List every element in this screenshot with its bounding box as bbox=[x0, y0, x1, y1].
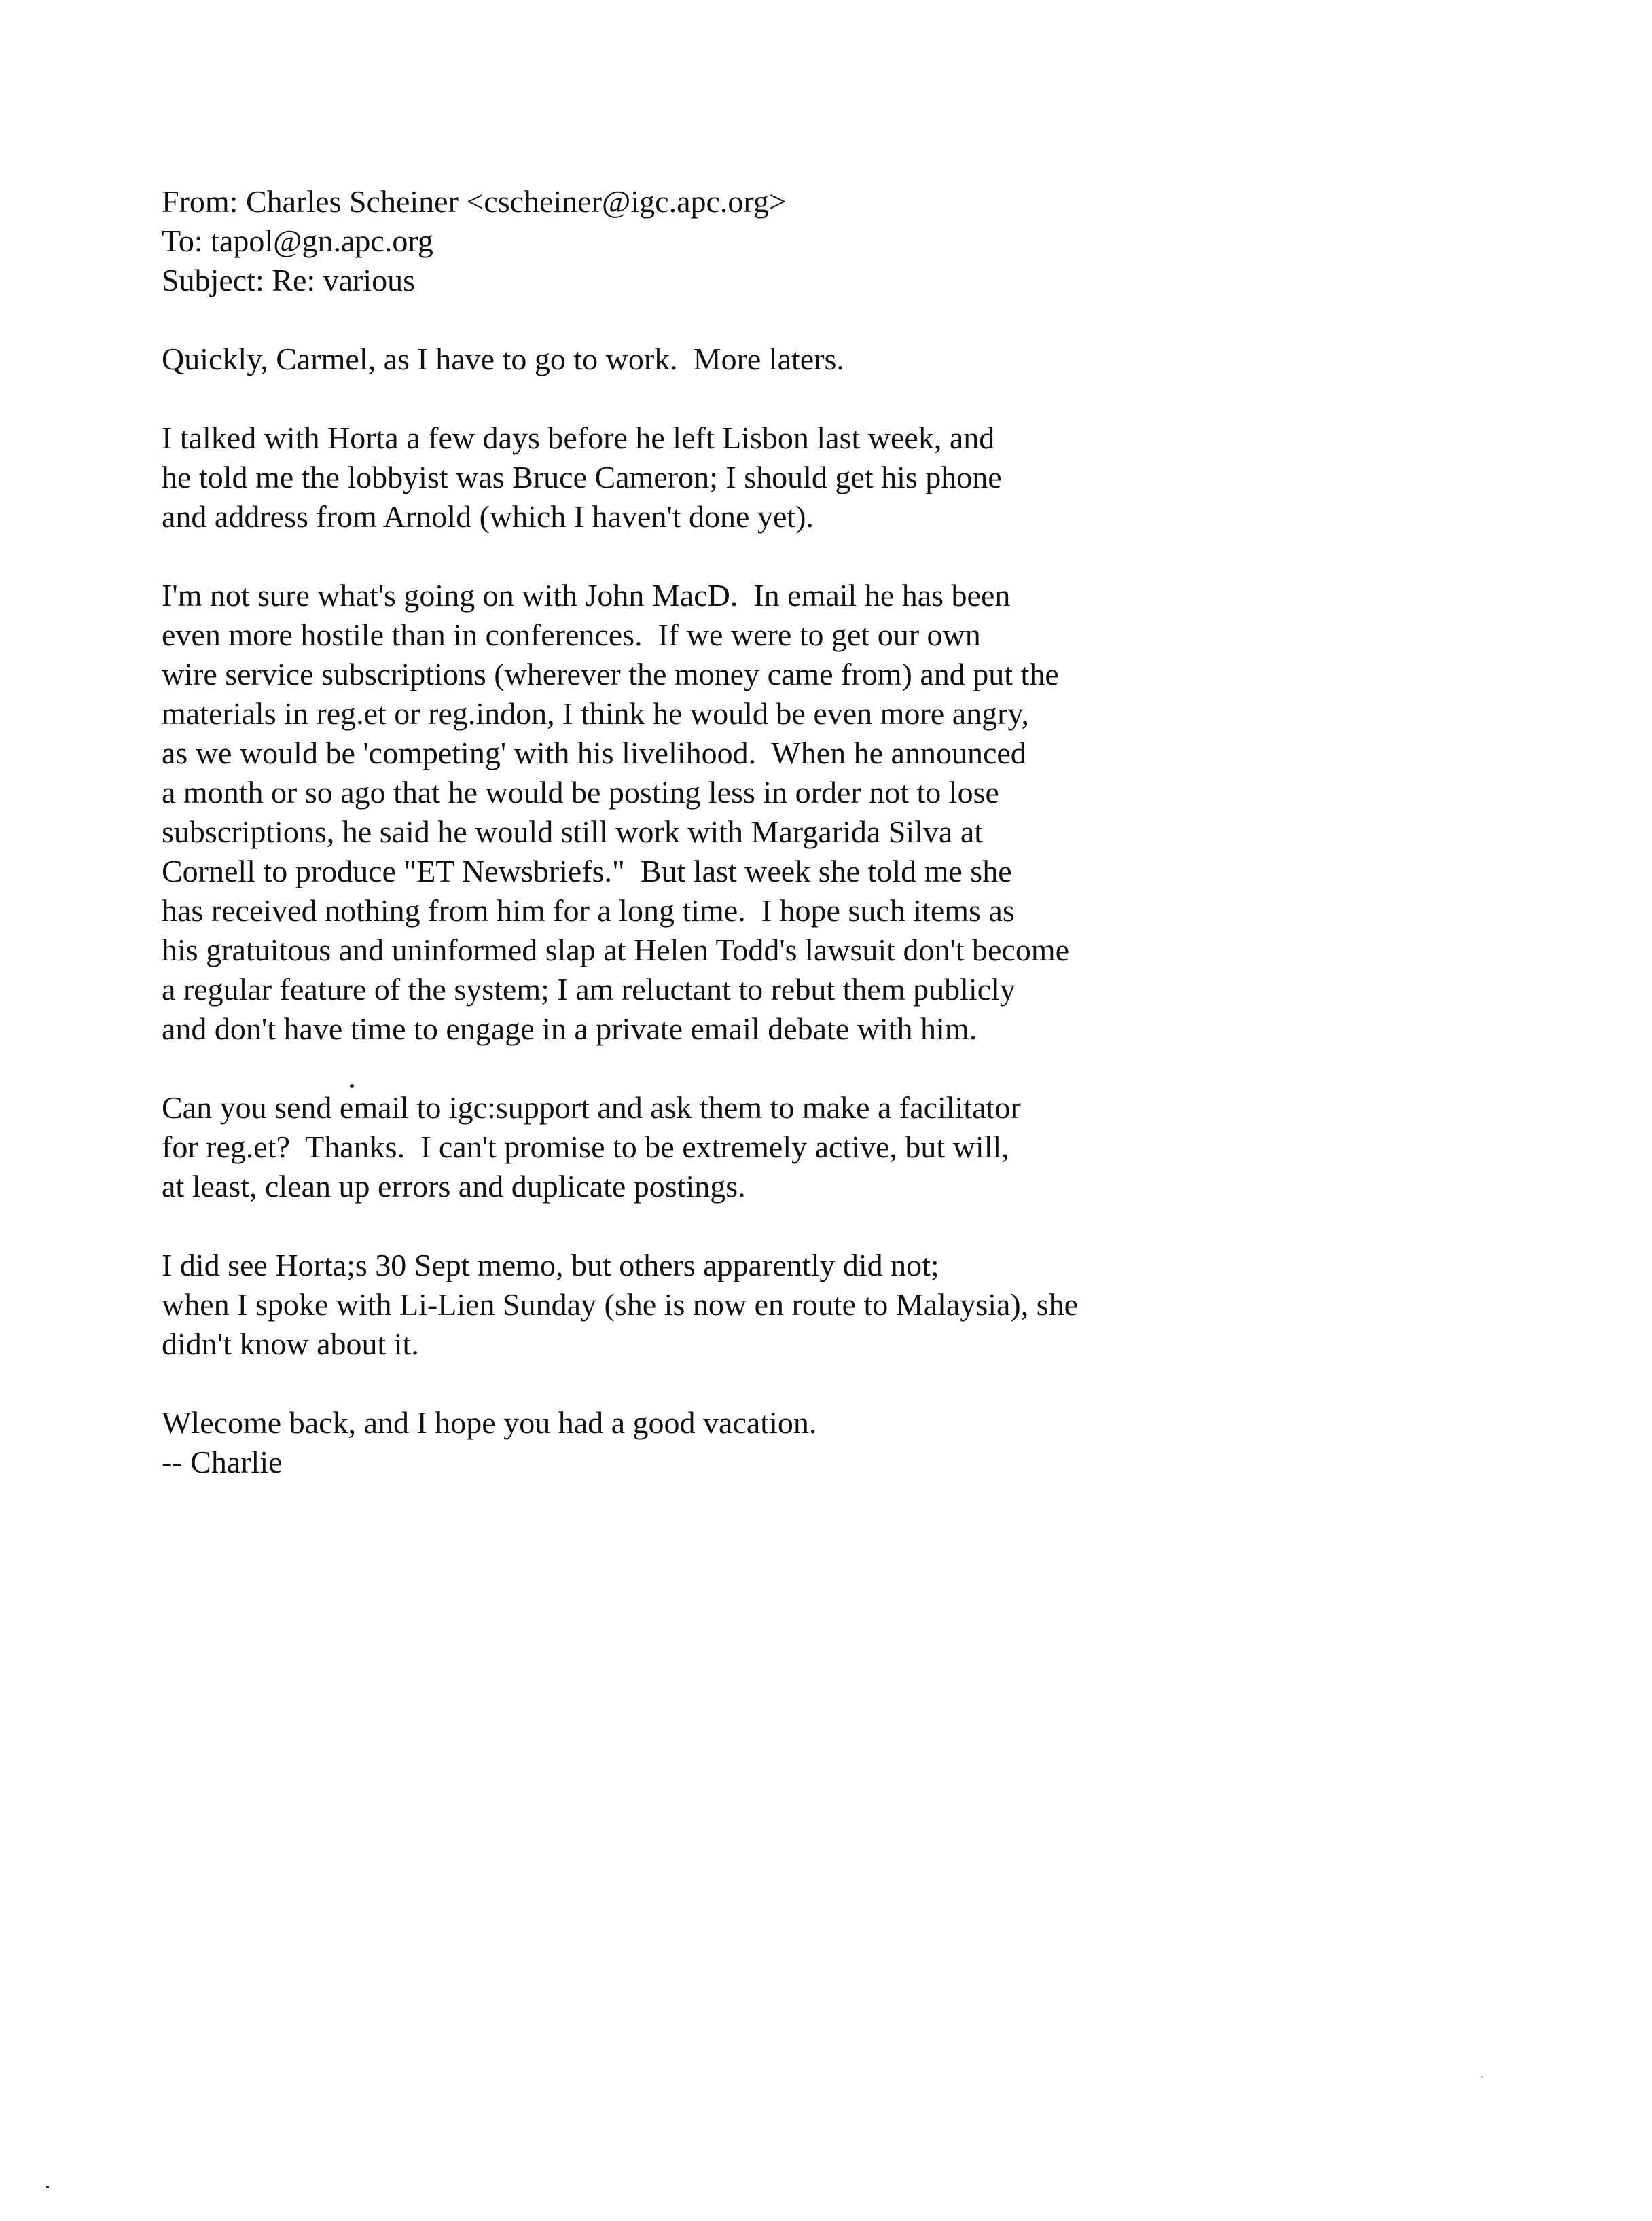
email-header bbox=[162, 182, 1507, 300]
from-line: From: Charles Scheiner <cscheiner@igc.apc.org> bbox=[162, 184, 787, 219]
body-line: didn't know about it. bbox=[162, 1326, 419, 1361]
body-line: and address from Arnold (which I haven't done yet). bbox=[162, 499, 814, 534]
paragraph-john-macd bbox=[162, 576, 1507, 1049]
body-line: I did see Horta;s 30 Sept memo, but others apparently did not; bbox=[162, 1248, 939, 1282]
body-line: I'm not sure what's going on with John MacD. In email he has been bbox=[162, 578, 1011, 613]
scan-speck bbox=[350, 1084, 354, 1088]
paragraph-greeting bbox=[162, 340, 1507, 379]
paragraph-memo bbox=[162, 1246, 1507, 1364]
body-line: and don't have time to engage in a private email debate with him. bbox=[162, 1011, 977, 1046]
paragraph-facilitator bbox=[162, 1088, 1507, 1206]
subject-line: Subject: Re: various bbox=[162, 263, 416, 297]
email-letter bbox=[162, 182, 1507, 1521]
body-line: Quickly, Carmel, as I have to go to work. More laters. bbox=[162, 342, 844, 376]
body-line: a regular feature of the system; I am reluctant to rebut them publicly bbox=[162, 972, 1016, 1007]
scan-speck bbox=[46, 2186, 49, 2188]
body-line: materials in reg.et or reg.indon, I think he would be even more angry, bbox=[162, 696, 1029, 731]
body-line: his gratuitous and uninformed slap at Helen Todd's lawsuit don't become bbox=[162, 933, 1070, 967]
body-line: Wlecome back, and I hope you had a good vacation. bbox=[162, 1405, 817, 1440]
body-line: for reg.et? Thanks. I can't promise to be extremely active, but will, bbox=[162, 1130, 1009, 1164]
body-line: he told me the lobbyist was Bruce Cameron; I should get his phone bbox=[162, 460, 1002, 494]
scan-speck bbox=[1481, 2076, 1483, 2078]
body-line: a month or so ago that he would be posting less in order not to lose bbox=[162, 775, 999, 810]
body-line: has received nothing from him for a long time. I hope such items as bbox=[162, 893, 1015, 928]
body-line: even more hostile than in conferences. If we were to get our own bbox=[162, 617, 981, 652]
body-line: when I spoke with Li-Lien Sunday (she is now en route to Malaysia), she bbox=[162, 1287, 1079, 1322]
body-line: at least, clean up errors and duplicate postings. bbox=[162, 1169, 746, 1204]
body-line: I talked with Horta a few days before he left Lisbon last week, and bbox=[162, 420, 995, 455]
body-line: subscriptions, he said he would still work with Margarida Silva at bbox=[162, 814, 984, 849]
paragraph-closing bbox=[162, 1403, 1507, 1482]
body-line: Can you send email to igc:support and ask them to make a facilitator bbox=[162, 1090, 1021, 1125]
body-line: wire service subscriptions (wherever the money came from) and put the bbox=[162, 657, 1059, 691]
body-line: as we would be 'competing' with his livelihood. When he announced bbox=[162, 736, 1026, 770]
to-line: To: tapol@gn.apc.org bbox=[162, 223, 433, 258]
signature-line: -- Charlie bbox=[162, 1445, 283, 1479]
paragraph-lobbyist bbox=[162, 418, 1507, 537]
body-line: Cornell to produce "ET Newsbriefs." But last week she told me she bbox=[162, 854, 1012, 888]
